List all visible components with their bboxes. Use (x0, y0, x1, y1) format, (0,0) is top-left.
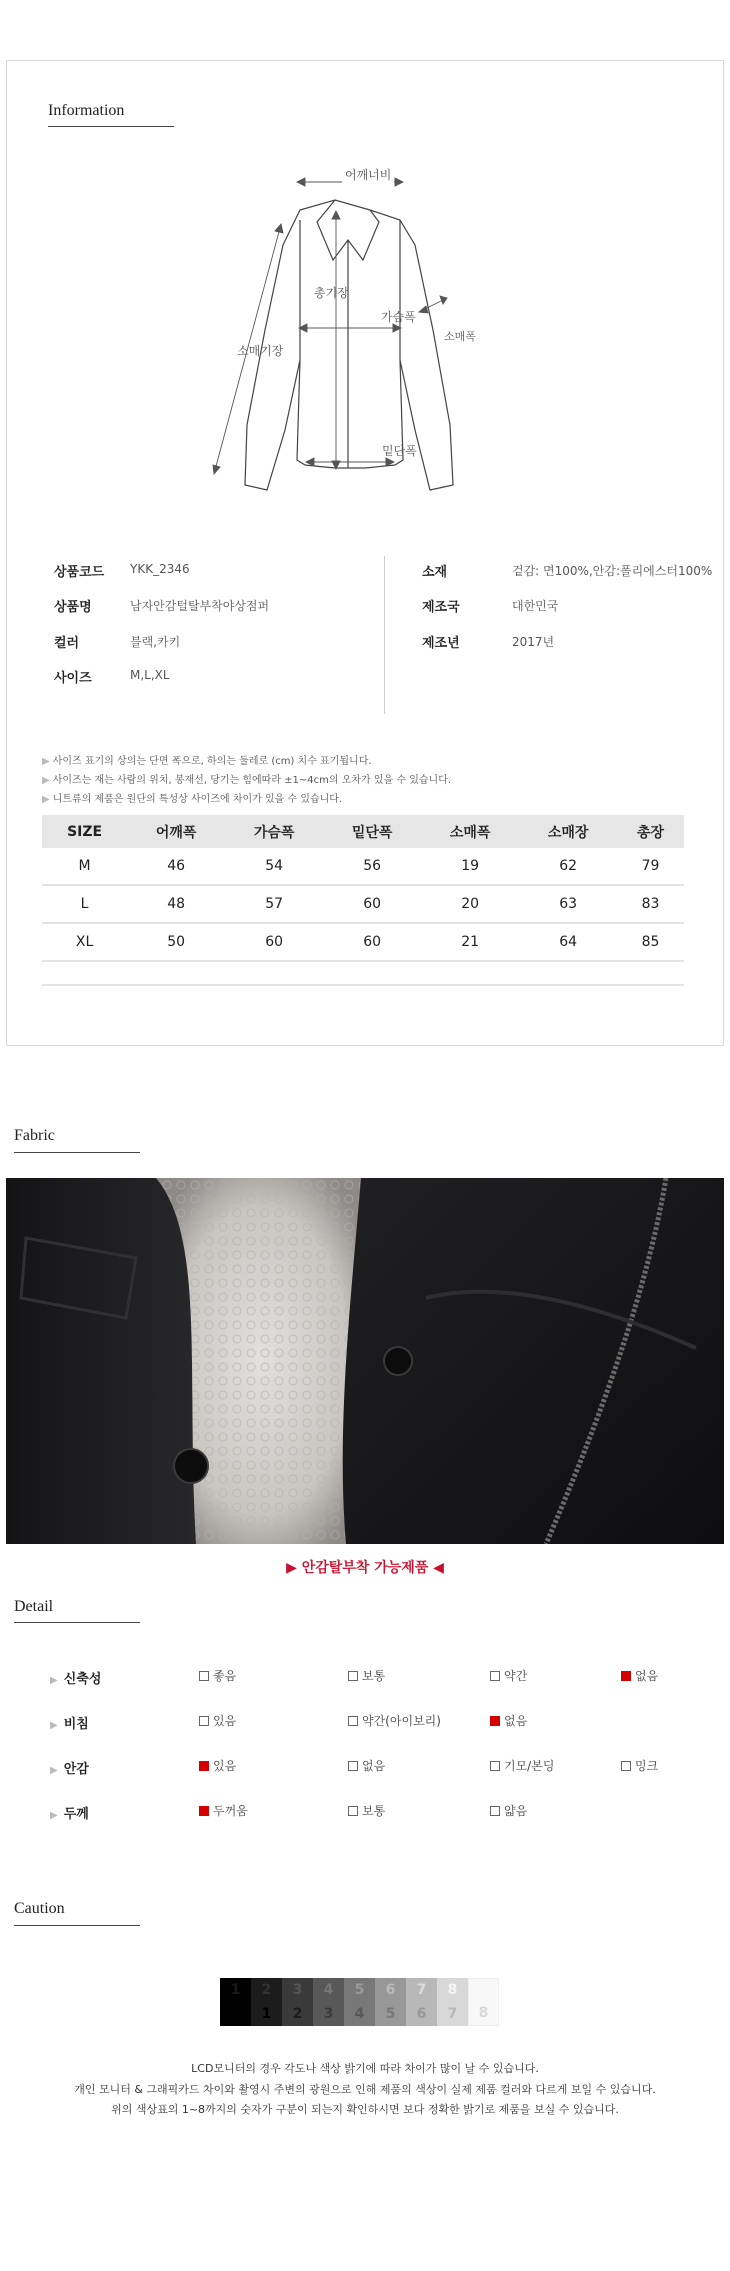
checkbox-icon (348, 1761, 358, 1771)
table-cell: 62 (519, 848, 617, 885)
table-cell: 57 (225, 885, 323, 923)
jacket-size-diagram (205, 160, 525, 500)
table-cell: L (42, 885, 127, 923)
table-cell: 60 (323, 923, 421, 961)
caution-text: 위의 색상표의 1~8까지의 숫자가 구분이 되는지 확인하시면 보다 정확한 밝기로 제품을 보실 수 있습니다. (111, 2103, 619, 2116)
stretch-option-none: 없음 (621, 1667, 658, 1684)
button-2 (384, 1347, 412, 1375)
fabric-title-rule (14, 1152, 140, 1153)
caution-text: LCD모니터의 경우 각도나 색상 밝기에 따라 차이가 많이 날 수 있습니다. (191, 2062, 539, 2075)
diagram-label-sleeve-length: 소매기장 (237, 344, 284, 358)
checkbox-icon (348, 1671, 358, 1681)
thickness-option-normal: 보통 (348, 1802, 385, 1819)
spec-divider (384, 556, 385, 714)
size-table-header (42, 815, 684, 848)
size-table-header-cell: 총장 (617, 815, 684, 848)
spec-label-name: 상품명 (54, 600, 92, 615)
table-cell: 48 (127, 885, 225, 923)
size-note: ▶ 사이즈 표기의 상의는 단면 폭으로, 하의는 둘레로 (cm) 치수 표기됩니다. (42, 756, 372, 767)
spec-label-color: 컬러 (54, 636, 80, 651)
caution-title-rule (14, 1925, 140, 1926)
detachable-lining-note: ▶ 안감탈부착 가능제품 ◀ (286, 1560, 444, 1576)
swatch-top-number: 5 (354, 1982, 365, 1998)
spec-value-code: YKK_2346 (130, 562, 190, 576)
sheer-option-yes: 있음 (199, 1712, 236, 1729)
checkbox-icon (348, 1806, 358, 1816)
table-cell: 56 (323, 848, 421, 885)
diagram-label-chest: 가슴폭 (381, 310, 416, 324)
fabric-photo (6, 1178, 724, 1544)
swatch-bottom-number: 3 (323, 2006, 334, 2022)
table-cell: 21 (421, 923, 519, 961)
spec-label-material: 소재 (422, 565, 448, 580)
swatch-bottom-number: 8 (478, 2005, 489, 2021)
sheer-option-slight: 약간(아이보리) (348, 1712, 441, 1729)
table-cell: 46 (127, 848, 225, 885)
swatch-top-number: 6 (385, 1982, 396, 1998)
swatch-bottom-number: 2 (292, 2006, 303, 2022)
spec-label-country: 제조국 (422, 600, 460, 615)
table-cell: 64 (519, 923, 617, 961)
size-table-bottom-rule (42, 984, 684, 986)
sheer-option-none: 없음 (490, 1712, 527, 1729)
thickness-option-thin: 얇음 (490, 1802, 527, 1819)
calibration-swatch (251, 1978, 282, 2026)
lining-option-mink: 밍크 (621, 1757, 658, 1774)
table-row (42, 848, 684, 885)
calibration-swatch (220, 1978, 251, 2026)
table-cell: 85 (617, 923, 684, 961)
diagram-label-total-length: 총기장 (314, 286, 349, 300)
diagram-label-sleeve-width: 소매폭 (444, 330, 476, 343)
detail-label-lining: ▶ 안감 (50, 1762, 89, 1777)
checkbox-icon (348, 1716, 358, 1726)
table-cell: 60 (323, 885, 421, 923)
swatch-bottom-number: 1 (261, 2006, 272, 2022)
checkbox-icon (199, 1716, 209, 1726)
fabric-closeup-image (6, 1178, 724, 1544)
detail-label-stretch: ▶ 신축성 (50, 1672, 102, 1687)
monitor-calibration-chart (220, 1978, 499, 2026)
checkbox-icon (199, 1671, 209, 1681)
detail-label-sheer: ▶ 비침 (50, 1717, 89, 1732)
calibration-swatch (313, 1978, 344, 2026)
size-table-header-cell: 소매폭 (421, 815, 519, 848)
stretch-option-slight: 약간 (490, 1667, 527, 1684)
checkbox-icon (490, 1806, 500, 1816)
table-cell: XL (42, 923, 127, 961)
swatch-top-number: 2 (261, 1982, 272, 1998)
swatch-top-number: 4 (323, 1982, 334, 1998)
lining-option-yes: 있음 (199, 1757, 236, 1774)
spec-value-material: 겉감: 면100%,안감:폴리에스터100% (512, 564, 713, 578)
checkbox-icon (621, 1761, 631, 1771)
checkbox-icon (490, 1761, 500, 1771)
lining-option-no: 없음 (348, 1757, 385, 1774)
size-table-header-cell: 밑단폭 (323, 815, 421, 848)
swatch-top-number: 1 (230, 1982, 241, 1998)
size-table-header-cell: SIZE (42, 815, 127, 848)
table-cell: 19 (421, 848, 519, 885)
caution-text: 개인 모니터 & 그래픽카드 차이와 촬영시 주변의 광원으로 인해 제품의 색상이 실제 제품 컬러와 다르게 보일 수 있습니다. (74, 2083, 656, 2096)
table-row (42, 923, 684, 961)
size-note: ▶ 니트류의 제품은 원단의 특성상 사이즈에 차이가 있을 수 있습니다. (42, 794, 343, 805)
swatch-bottom-number: 7 (447, 2006, 458, 2022)
table-cell: 60 (225, 923, 323, 961)
checkbox-icon (490, 1671, 500, 1681)
calibration-swatch (468, 1978, 499, 2026)
lining-option-fleece: 기모/본딩 (490, 1757, 554, 1774)
fabric-title: Fabric (14, 1127, 55, 1144)
spec-value-name: 남자안감털탈부착야상점퍼 (130, 599, 270, 613)
stretch-option-good: 좋음 (199, 1667, 236, 1684)
checked-box-icon (199, 1761, 209, 1771)
swatch-bottom-number: 6 (416, 2006, 427, 2022)
detail-label-thickness: ▶ 두께 (50, 1807, 89, 1822)
swatch-top-number: 8 (447, 1982, 458, 1998)
spec-value-country: 대한민국 (512, 599, 559, 613)
calibration-swatch (344, 1978, 375, 2026)
information-title-rule (48, 126, 174, 127)
size-table (42, 815, 684, 962)
diagram-label-shoulder: 어깨너비 (342, 166, 394, 183)
calibration-swatch (375, 1978, 406, 2026)
detail-title: Detail (14, 1598, 54, 1615)
stretch-option-normal: 보통 (348, 1667, 385, 1684)
spec-value-year: 2017년 (512, 635, 555, 649)
table-cell: 20 (421, 885, 519, 923)
diagram-label-hem: 밑단폭 (382, 444, 417, 458)
spec-label-code: 상품코드 (54, 565, 105, 580)
detail-title-rule (14, 1622, 140, 1623)
table-cell: 83 (617, 885, 684, 923)
calibration-swatch (437, 1978, 468, 2026)
table-cell: 54 (225, 848, 323, 885)
swatch-bottom-number: 5 (385, 2006, 396, 2022)
table-cell: 50 (127, 923, 225, 961)
checked-box-icon (490, 1716, 500, 1726)
swatch-top-number: 7 (416, 1982, 427, 1998)
button-1 (174, 1449, 208, 1483)
thickness-option-thick: 두꺼움 (199, 1802, 248, 1819)
information-title: Information (48, 102, 125, 119)
swatch-bottom-number: 4 (354, 2006, 365, 2022)
spec-label-size: 사이즈 (54, 671, 92, 686)
table-cell: 79 (617, 848, 684, 885)
size-note: ▶ 사이즈는 재는 사람의 위치, 봉재선, 당기는 힘에따라 ±1~4cm의 오차가 있을 수 있습니다. (42, 775, 452, 786)
size-table-header-cell: 소매장 (519, 815, 617, 848)
size-table-header-cell: 어깨폭 (127, 815, 225, 848)
swatch-top-number: 3 (292, 1982, 303, 1998)
checked-box-icon (621, 1671, 631, 1681)
spec-label-year: 제조년 (422, 636, 460, 651)
table-cell: 63 (519, 885, 617, 923)
spec-value-color: 블랙,카키 (130, 635, 181, 649)
caution-title: Caution (14, 1900, 65, 1917)
table-cell: M (42, 848, 127, 885)
spec-value-size: M,L,XL (130, 668, 170, 682)
table-row (42, 885, 684, 923)
size-table-header-cell: 가슴폭 (225, 815, 323, 848)
checked-box-icon (199, 1806, 209, 1816)
calibration-swatch (406, 1978, 437, 2026)
calibration-swatch (282, 1978, 313, 2026)
